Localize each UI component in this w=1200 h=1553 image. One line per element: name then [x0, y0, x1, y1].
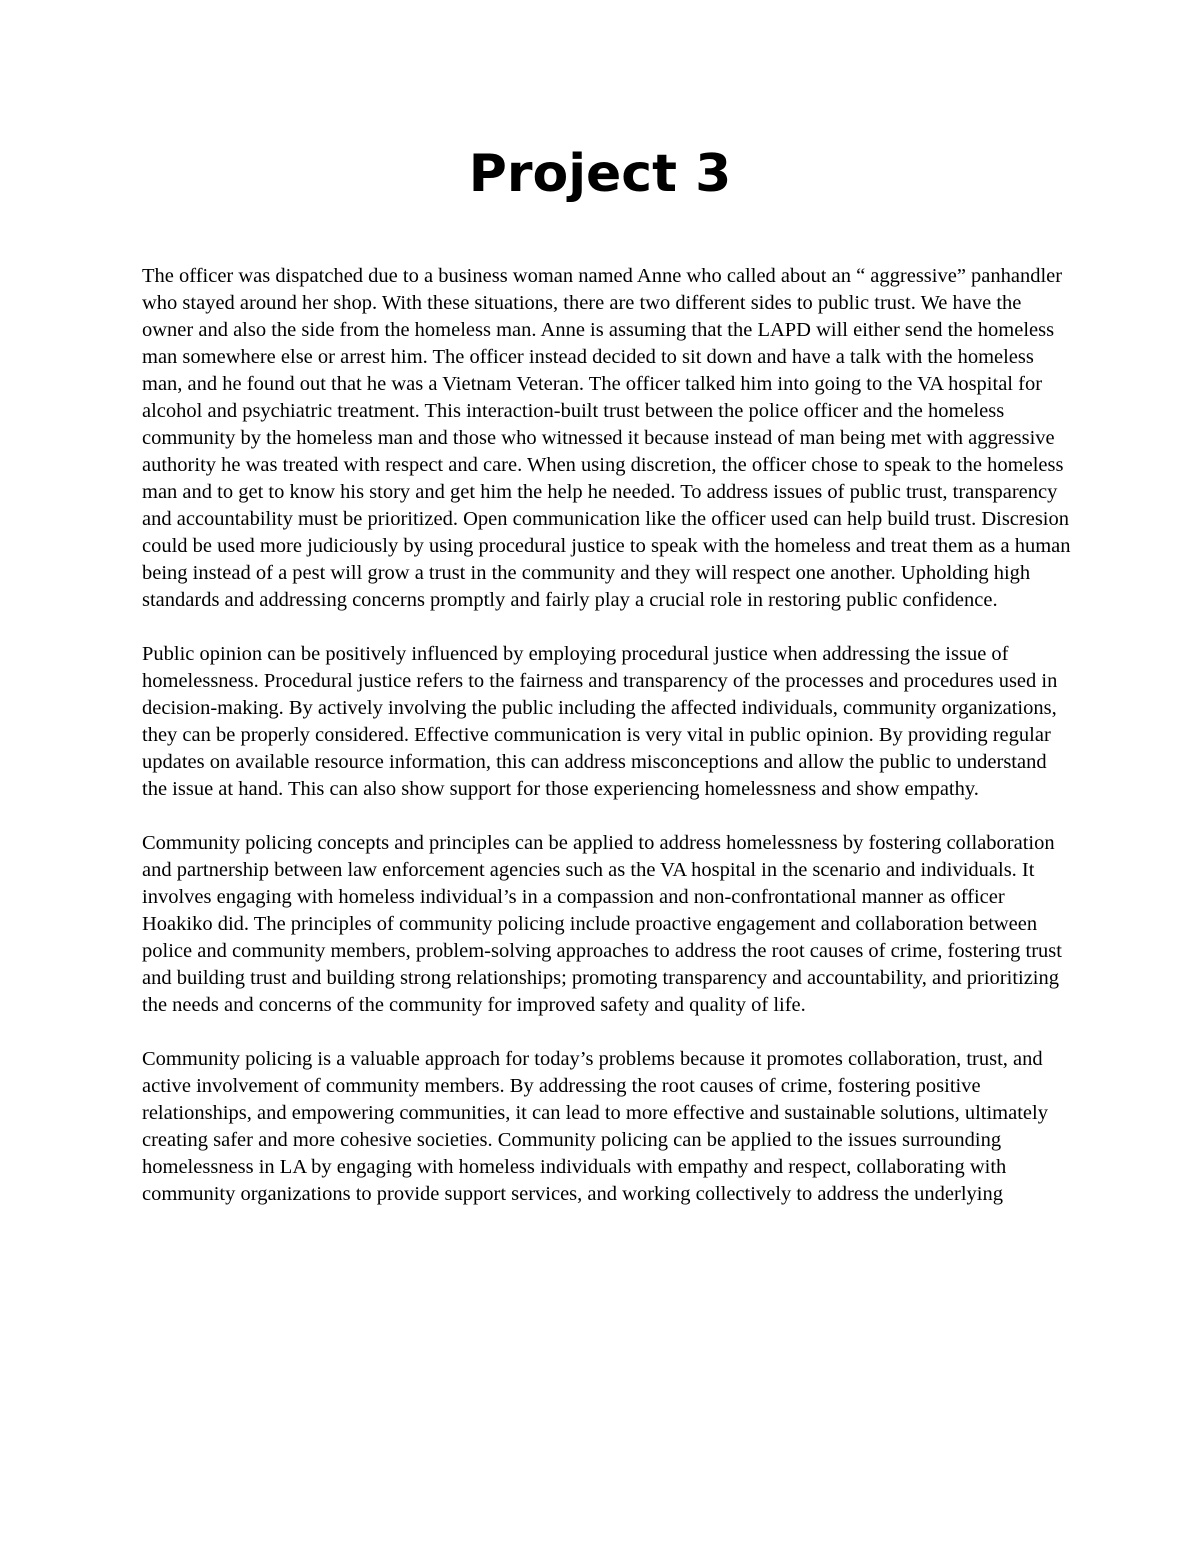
document-body — [142, 263, 1072, 1208]
paragraph-public-trust: The officer was dispatched due to a business woman named Anne who called about an “ aggressive” panhandler who stayed around her shop. With these situations, there are two different sides to public trust. We have the owner and also the side from the homeless man. Anne is assuming that the LAPD will either send the homeless man somewhere else or arrest him. The officer instead decided to sit down and have a talk with the homeless man, and he found out that he was a Vietnam Veteran. The officer talked him into going to the VA hospital for alcohol and psychiatric treatment. This interaction-built trust between the police officer and the homeless community by the homeless man and those who witnessed it because instead of man being met with aggressive authority he was treated with respect and care. When using discretion, the officer chose to speak to the homeless man and to get to know his story and get him the help he needed. To address issues of public trust, transparency and accountability must be prioritized. Open communication like the officer used can help build trust. Discresion could be used more judiciously by using procedural justice to speak with the homeless and treat them as a human being instead of a pest will grow a trust in the community and they will respect one another. Upholding high standards and addressing concerns promptly and fairly play a crucial role in restoring public confidence. — [142, 265, 1071, 611]
paragraph-community-policing-principles: Community policing concepts and principles can be applied to address homelessness by fostering collaboration and partnership between law enforcement agencies such as the VA hospital in the scenario and individuals. It involves engaging with homeless individual’s in a compassion and non-confrontational manner as officer Hoakiko did. The principles of community policing include proactive engagement and collaboration between police and community members, problem-solving approaches to address the root causes of crime, fostering trust and building trust and building strong relationships; promoting transparency and accountability, and prioritizing the needs and concerns of the community for improved safety and quality of life. — [142, 832, 1062, 1016]
page-title: Project 3 — [468, 144, 732, 204]
paragraph-public-opinion: Public opinion can be positively influenced by employing procedural justice when addressing the issue of homelessness. Procedural justice refers to the fairness and transparency of the processes and procedures used in decision-making. By actively involving the public including the affected individuals, community organizations, they can be properly considered. Effective communication is very vital in public opinion. By providing regular updates on available resource information, this can address misconceptions and allow the public to understand the issue at hand. This can also show support for those experiencing homelessness and show empathy. — [142, 643, 1058, 800]
paragraph-community-policing-value: Community policing is a valuable approach for today’s problems because it promotes collaboration, trust, and active involvement of community members. By addressing the root causes of crime, fostering positive relationships, and empowering communities, it can lead to more effective and sustainable solutions, ultimately creating safer and more cohesive societies. Community policing can be applied to the issues surrounding homelessness in LA by engaging with homeless individuals with empathy and respect, collaborating with community organizations to provide support services, and working collectively to address the underlying — [142, 1048, 1048, 1205]
